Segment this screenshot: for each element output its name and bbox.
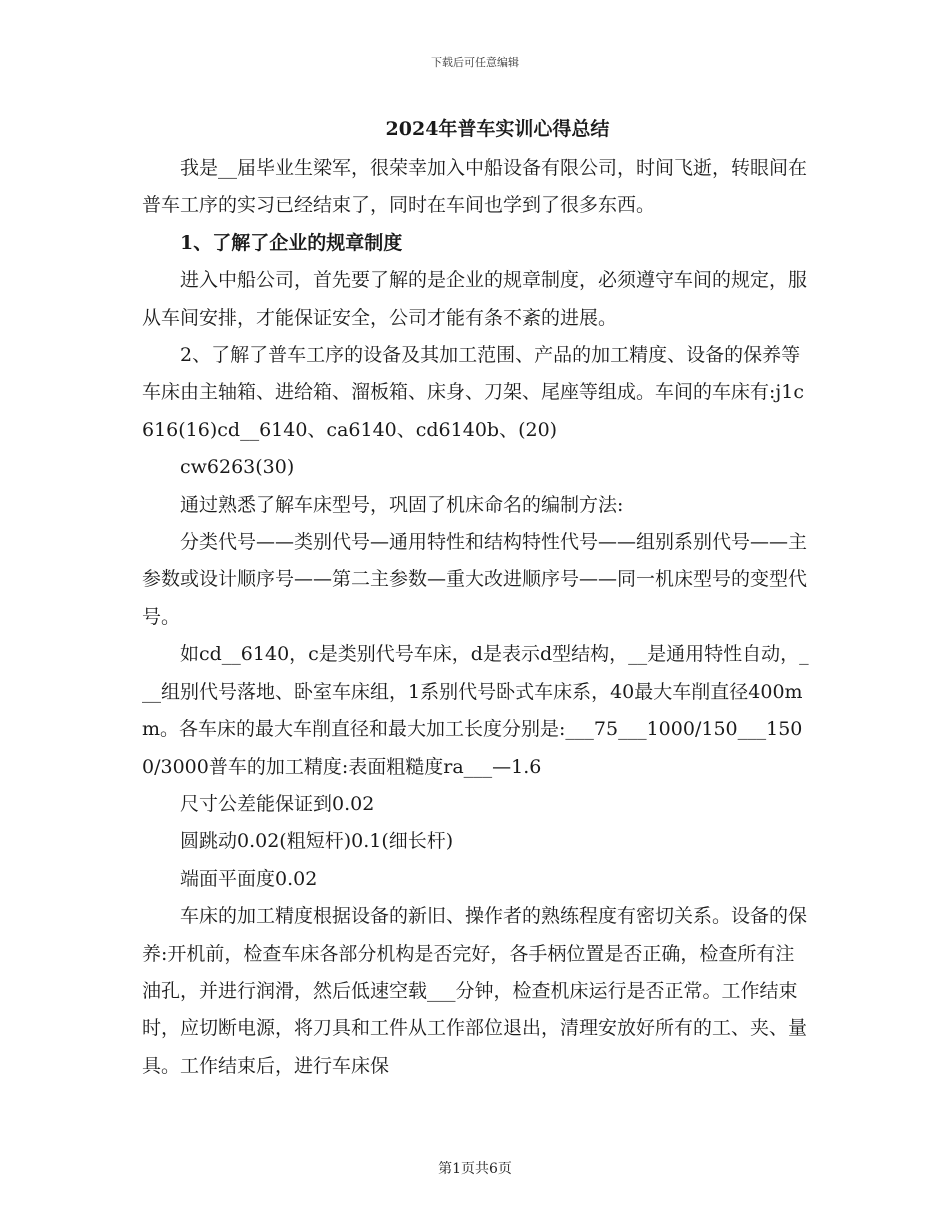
paragraph-naming-intro: 通过熟悉了解车床型号，巩固了机床命名的编制方法: [180, 493, 624, 516]
paragraph-model-example: 如cd__6140，c是类别代号车床，d是表示d型结构，__是通用特性自动，___组别代号落地、卧室车床组，1系别代号卧式车床系，40最大车削直径400mm。各车床的最大车削直径和最大加工长度分别是:___75___1000/150___1500/3000普车的加工精度:表面粗糙度ra___—1.6 [142, 643, 809, 778]
paragraph-naming-scheme: 分类代号——类别代号—通用特性和结构特性代号——组别系别代号——主参数或设计顺序号——第二主参数—重大改进顺序号——同一机床型号的变型代号。 [142, 531, 808, 628]
page-footer: 第1页共6页 [438, 1161, 512, 1177]
section-heading-rules: 1、了解了企业的规章制度 [180, 231, 403, 254]
paragraph-equipment: 2、了解了普车工序的设备及其加工范围、产品的加工精度、设备的保养等车床由主轴箱、进给箱、溜板箱、床身、刀架、尾座等组成。车间的车床有:j1c616(16)cd__6140、ca6140、cd6140b、(20) [142, 344, 805, 441]
paragraph-tolerance: 尺寸公差能保证到0.02 [180, 792, 375, 815]
paragraph-flatness: 端面平面度0.02 [180, 867, 318, 890]
paragraph-maintenance: 车床的加工精度根据设备的新旧、操作者的熟练程度有密切关系。设备的保养:开机前，检查车床各部分机构是否完好，各手柄位置是否正确，检查所有注油孔，并进行润滑，然后低速空载___分钟，检查机床运行是否正常。工作结束时，应切断电源，将刀具和工件从工作部位退出，清理安放好所有的工、夹、量具。工作结束后，进行车床保 [142, 905, 808, 1077]
paragraph-model-cw6263: cw6263(30) [180, 456, 295, 479]
document-title: 2024年普车实训心得总结 [385, 118, 610, 140]
paragraph-runout: 圆跳动0.02(粗短杆)0.1(细长杆) [180, 830, 454, 853]
document-body [142, 150, 810, 1085]
paragraph-intro: 我是__届毕业生梁军，很荣幸加入中船设备有限公司，时间飞逝，转眼间在普车工序的实习已经结束了，同时在车间也学到了很多东西。 [142, 157, 808, 217]
page-header: 下载后可任意编辑 [431, 56, 519, 69]
paragraph-rules: 进入中船公司，首先要了解的是企业的规章制度，必须遵守车间的规定，服从车间安排，才能保证安全，公司才能有条不紊的进展。 [142, 269, 808, 329]
